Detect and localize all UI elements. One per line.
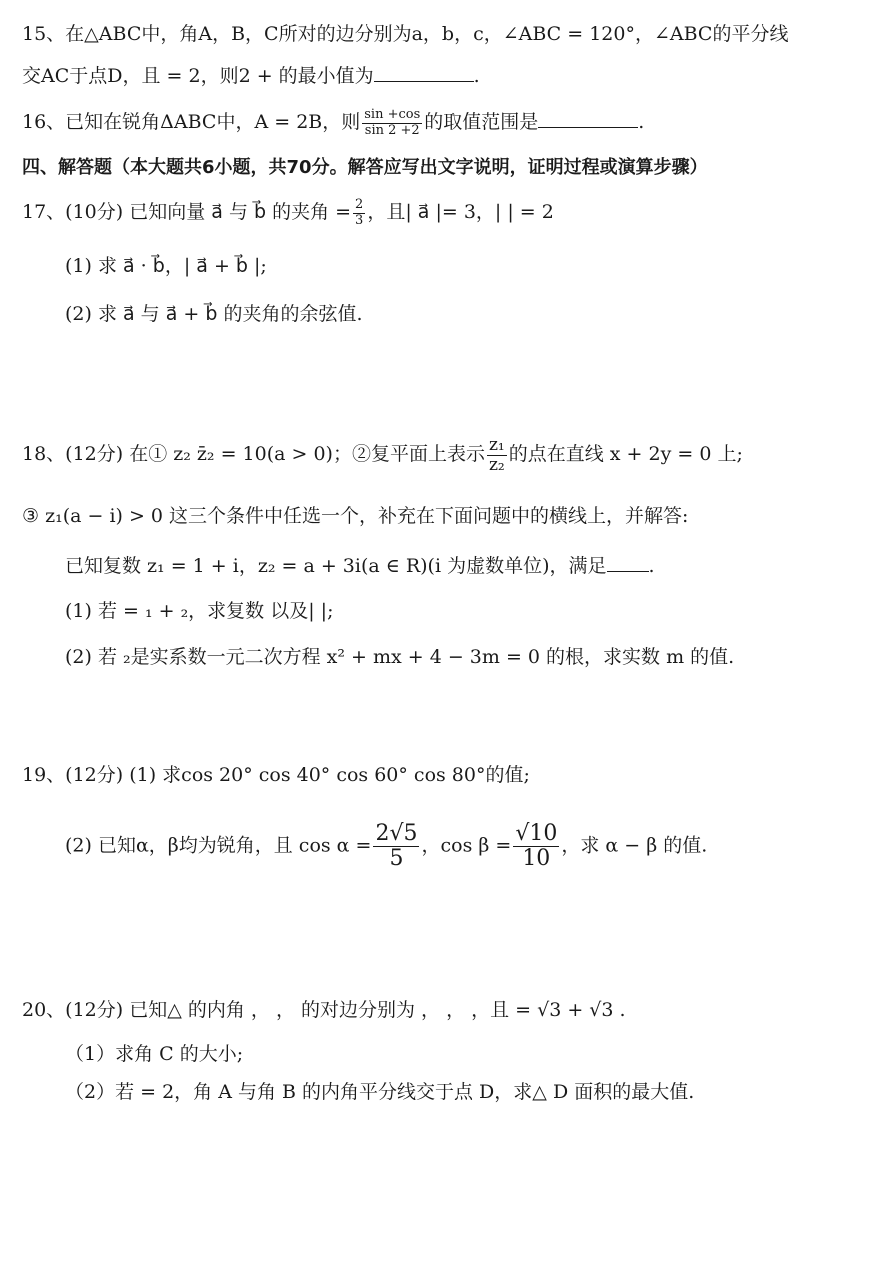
q20-part2: （2）若 = 2，角 A 与角 B 的内角平分线交于点 D，求△ D 面积的最大值. [65, 1081, 695, 1103]
q15-line1: 15、在△ABC中，角A，B，C所对的边分别为a，b，c，∠ABC = 120°，∠ABC的平分线 [22, 23, 789, 45]
q16-suffix: 的取值范围是 [424, 111, 539, 133]
q18-frac-den: z₂ [488, 454, 505, 475]
q19-part2-suffix: ，求 α − β 的值. [561, 834, 708, 857]
q18-line1 [22, 436, 743, 474]
q19-fraction-2 [513, 822, 559, 871]
q17-part2: (2) 求 a⃗ 与 a⃗ + b⃗ 的夹角的余弦值. [65, 303, 363, 325]
q17-part1: (1) 求 a⃗ · b⃗，| a⃗ + b⃗ |; [65, 255, 267, 277]
q16-answer-blank[interactable] [538, 109, 638, 128]
q18-line3-text: 已知复数 z₁ = 1 + i，z₂ = a + 3i(a ∈ R)(i 为虚数单位)，满足 [65, 555, 607, 577]
q17-line1 [22, 198, 554, 228]
q16-prefix: 16、已知在锐角ΔABC中，A = 2B，则 [22, 111, 361, 133]
q18-line2: ③ z₁(a − i) > 0 这三个条件中任选一个，补充在下面问题中的横线上，并解答: [22, 505, 689, 527]
q18-condition-blank[interactable] [607, 553, 649, 572]
q20-line1: 20、(12分) 已知△ 的内角 ， ， 的对边分别为 ， ， ，且 = √3 + √3 . [22, 999, 626, 1021]
q18-fraction [487, 436, 507, 474]
q17-suffix: ，且| a⃗ |= 3，| | = 2 [367, 201, 554, 223]
section4-heading: 四、解答题（本大题共6小题，共70分。解答应写出文字说明，证明过程或演算步骤） [22, 157, 708, 178]
q15-line2 [22, 62, 480, 90]
q16-frac-den: sin 2 +2 [364, 122, 420, 138]
q15-line2-text: 交AC于点D，且 = 2，则2 + 的最小值为 [22, 65, 374, 87]
q18-line3 [65, 552, 655, 580]
q16-fraction [362, 108, 422, 138]
q19-frac2-num: √10 [515, 821, 558, 846]
q15-answer-blank[interactable] [374, 63, 474, 82]
q18-line1-prefix: 18、(12分) 在① z₂ z̄₂ = 10(a > 0)；②复平面上表示 [22, 443, 485, 466]
q19-frac2-den: 10 [522, 846, 551, 872]
q19-part2-mid: ，cos β = [421, 834, 512, 857]
q17-fraction [353, 198, 365, 228]
q17-prefix: 17、(10分) 已知向量 a⃗ 与 b⃗ 的夹角 = [22, 201, 352, 223]
q16-line [22, 108, 644, 138]
q18-frac-num: z₁ [488, 435, 505, 455]
q17-frac-den: 3 [355, 212, 364, 228]
q19-line1: 19、(12分) (1) 求cos 20° cos 40° cos 60° cos 80°的值; [22, 764, 530, 786]
q19-part2-prefix: (2) 已知α，β均为锐角，且 cos α = [65, 834, 372, 857]
q18-part2: (2) 若 ₂是实系数一元二次方程 x² + mx + 4 − 3m = 0 的根，求实数 m 的值. [65, 646, 735, 668]
q20-part1: （1）求角 C 的大小; [65, 1043, 244, 1065]
q19-part2 [65, 822, 707, 871]
q18-line3-end: . [648, 555, 655, 577]
q15-line2-end: . [473, 65, 480, 87]
q16-end: . [638, 111, 645, 133]
q16-frac-num: sin +cos [364, 107, 421, 123]
q19-frac1-num: 2√5 [375, 821, 418, 846]
q18-part1: (1) 若 = ₁ + ₂，求复数 以及| |; [65, 600, 334, 622]
q19-fraction-1 [373, 822, 419, 871]
q17-frac-num: 2 [355, 197, 364, 213]
q18-line1-suffix: 的点在直线 x + 2y = 0 上; [508, 443, 743, 466]
q19-frac1-den: 5 [389, 846, 404, 872]
